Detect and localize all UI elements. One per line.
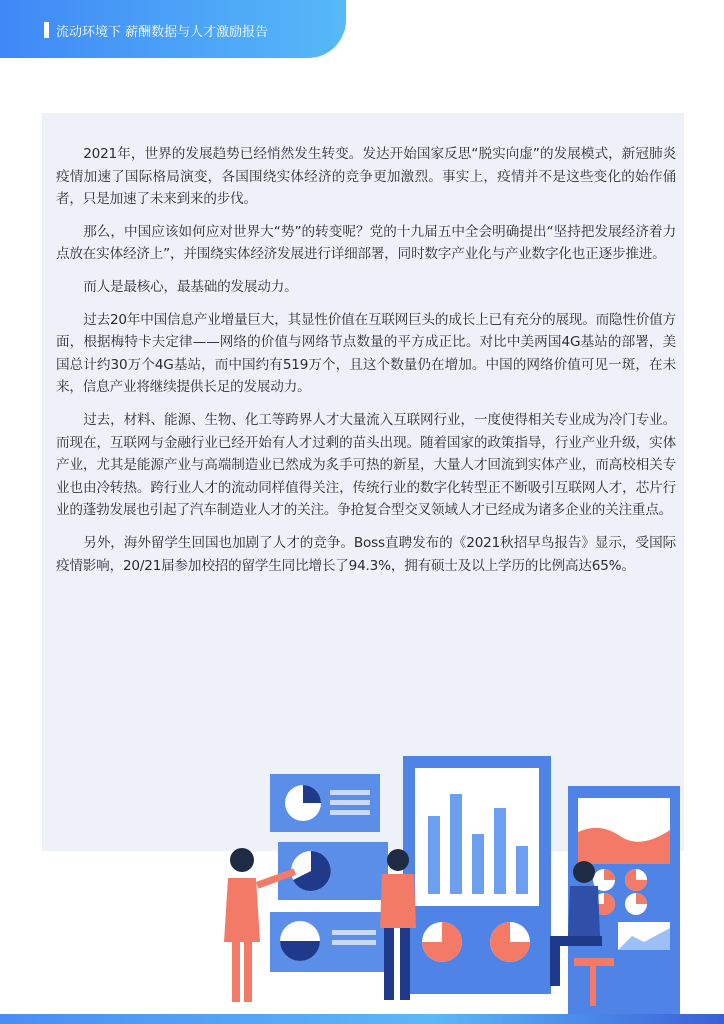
- paragraph: 另外，海外留学生回国也加剧了人才的竞争。Boss直聘发布的《2021秋招早鸟报告》显示，受国际疫情影响，20/21届参加校招的留学生同比增长了94.3%，拥有硕士及以上学历的比例高达65%。: [56, 534, 676, 574]
- report-title: 流动环境下 薪酬数据与人才激励报告: [56, 25, 269, 40]
- bottom-band: [0, 1014, 724, 1024]
- pie-card-bottom: [270, 912, 390, 972]
- pie-card-top: [270, 774, 380, 832]
- paragraph: 过去20年中国信息产业增量巨大，其显性价值在互联网巨头的成长上已有充分的展现。而隐性价值方面，根据梅特卡夫定律——网络的价值与网络节点数量的平方成正比。对比中美两国4G基站的部署，美国总计约30万个4G基站，而中国约有519万个，且这个数量仍在增加。中国的网络价值可见一斑，在未来，信息产业将继续提供长足的发展动力。: [56, 311, 677, 396]
- business-illustration: [220, 752, 724, 1014]
- paragraph: 过去，材料、能源、生物、化工等跨界人才大量流入互联网行业，一度使得相关专业成为冷门专业。而现在，互联网与金融行业已经开始有人才过剩的苗头出现。随着国家的政策指导，行业产业升级，实体产业，尤其是能源产业与高端制造业已然成为炙手可热的新星，大量人才回流到实体产业，而高校相关专业也由冷转热。跨行业人才的流动同样值得关注，传统行业的数字化转型正不断吸引互联网人才，芯片行业的蓬勃发展也引起了汽车制造业人才的关注。争抢复合型交叉领域人才已经成为诸多企业的关注重点。: [56, 411, 676, 519]
- body-text: [56, 143, 676, 587]
- header-accent-bar: [44, 22, 49, 38]
- paragraph: 2021年，世界的发展趋势已经悄然发生转变。发达开始国家反思“脱实向虚”的发展模式，新冠肺炎疫情加速了国际格局演变，各国围绕实体经济的竞争更加激烈。事实上，疫情并不是这些变化的始作俑者，只是加速了未来到来的步伐。: [56, 146, 676, 208]
- paragraph: 那么，中国应该如何应对世界大“势”的转变呢？党的十九届五中全会明确提出“坚持把发展经济着力点放在实体经济上”，并围绕实体经济发展进行详细部署，同时数字产业化与产业数字化也正逐步推进。: [56, 223, 676, 263]
- bar-chart-board: [403, 756, 551, 994]
- paragraph: 而人是最核心，最基础的发展动力。: [83, 278, 298, 295]
- content-panel: [42, 113, 684, 851]
